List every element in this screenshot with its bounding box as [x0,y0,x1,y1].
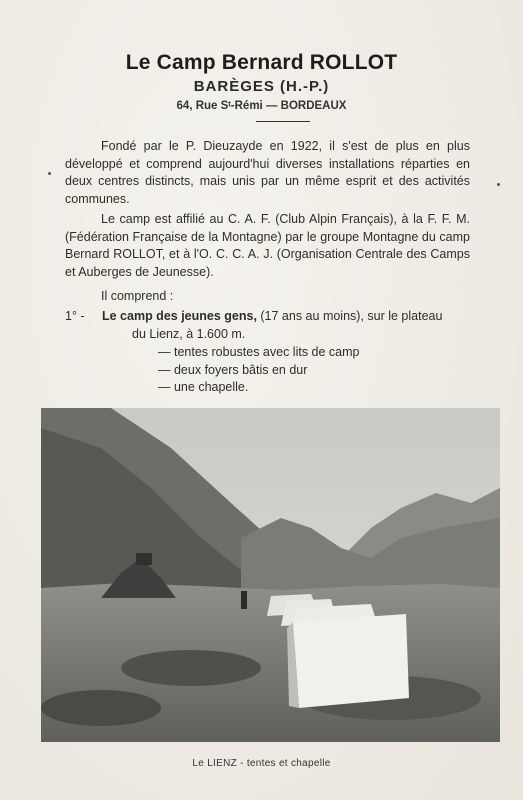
list-item: — une chapelle. [158,379,360,397]
facility-list [158,344,360,397]
camp-photo-image [41,408,500,742]
paragraph-history-text: Fondé par le P. Dieuzayde en 1922, il s'est de plus en plus développé et comprend aujourd'hui diverses installations réparties en deux centres distincts, mais unis par un même esprit et des activités communes. [65,139,470,206]
list-item: — deux foyers bâtis en dur [158,362,360,380]
item-description [102,308,474,343]
page-title: Le Camp Bernard ROLLOT [125,51,398,74]
paragraph-affiliation [65,211,470,281]
title-divider [256,121,310,122]
item-text-line2: du Lienz, à 1.600 m. [132,326,246,341]
address-line: 64, Rue Sᵗ-Rémi — BORDEAUX [176,100,347,112]
page-subtitle: BARÈGES (H.-P.) [193,78,330,95]
paper-speck [497,183,500,186]
list-item: — tentes robustes avec lits de camp [158,344,360,362]
paragraph-affiliation-text: Le camp est affilié au C. A. F. (Club Alpin Français), à la F. F. M. (Fédération Française de la Montagne) par le groupe Montagne du camp Bernard ROLLOT, et à l'O. C. C. A. J. (Organisation Centrale des Camps et Auberges de Jeunesse). [65,212,470,279]
camp-photo [41,408,500,742]
paragraph-intro: Il comprend : [101,289,174,303]
paper-speck [48,172,51,175]
item-text-line1: (17 ans au moins), sur le plateau [256,309,443,323]
photo-caption: Le LIENZ - tentes et chapelle [192,758,331,769]
item-title: Le camp des jeunes gens, [102,309,257,323]
item-number: 1° - [65,309,85,323]
paragraph-history [65,138,470,208]
